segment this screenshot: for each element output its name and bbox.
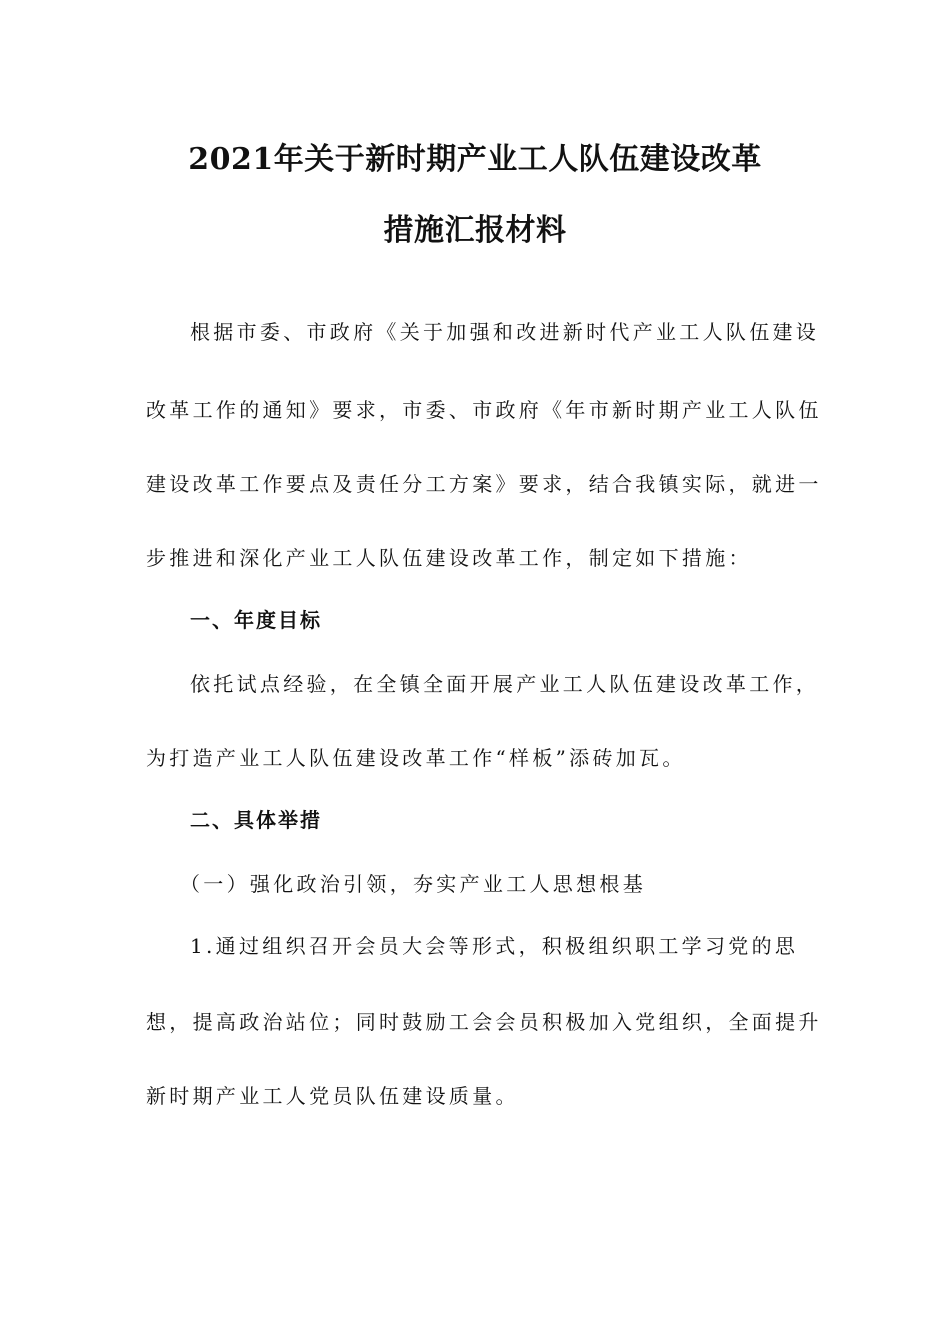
- intro-paragraph-line-1: 根据市委、市政府《关于加强和改进新时代产业工人队伍建设: [190, 320, 820, 344]
- measure-paragraph-line-1: 1.通过组织召开会员大会等形式，积极组织职工学习党的思: [190, 934, 799, 958]
- section-heading-specific-measures: 二、具体举措: [190, 808, 322, 832]
- document-title-line-2: 措施汇报材料: [383, 213, 567, 248]
- goal-paragraph-line-1: 依托试点经验，在全镇全面开展产业工人队伍建设改革工作，: [190, 672, 820, 696]
- section-heading-annual-goal: 一、年度目标: [190, 608, 322, 632]
- intro-paragraph-line-2: 改革工作的通知》要求，市委、市政府《年市新时期产业工人队伍: [146, 398, 822, 422]
- intro-paragraph-line-3: 建设改革工作要点及责任分工方案》要求，结合我镇实际，就进一: [146, 472, 822, 496]
- measure-paragraph-line-3: 新时期产业工人党员队伍建设质量。: [146, 1084, 519, 1108]
- measure-paragraph-line-2: 想，提高政治站位；同时鼓励工会会员积极加入党组织，全面提升: [146, 1010, 822, 1034]
- intro-paragraph-line-4: 步推进和深化产业工人队伍建设改革工作，制定如下措施：: [146, 546, 752, 570]
- subsection-heading-political-guidance: （一）强化政治引领，夯实产业工人思想根基: [180, 872, 646, 896]
- goal-paragraph-line-2: 为打造产业工人队伍建设改革工作“样板”添砖加瓦。: [146, 746, 686, 770]
- document-title-line-1: 2021年关于新时期产业工人队伍建设改革: [188, 142, 762, 177]
